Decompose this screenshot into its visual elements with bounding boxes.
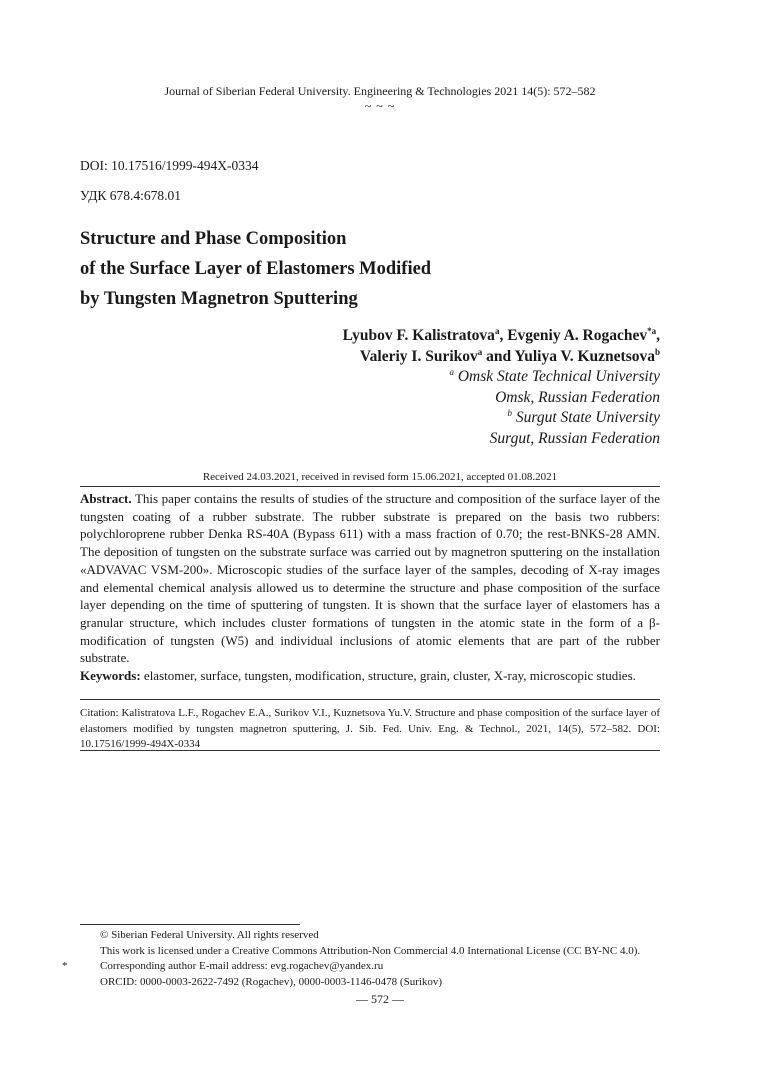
affiliation-a xyxy=(449,367,660,388)
affiliation-b xyxy=(449,408,660,429)
author-sep: , xyxy=(499,327,508,344)
affiliation-mark: b xyxy=(507,407,513,418)
footnote-orcid: ORCID: 0000-0003-2622-7492 (Rogachev), 0000-0003-1146-0478 (Surikov) xyxy=(100,975,443,988)
keywords-text: elastomer, surface, tungsten, modification, structure, grain, cluster, X-ray, microscopic studies. xyxy=(143,668,636,683)
author-sup: a xyxy=(477,346,483,357)
title-line-2: of the Surface Layer of Elastomers Modified xyxy=(80,259,432,279)
abstract-label: Abstract. xyxy=(80,491,132,506)
footnote-copyright: © Siberian Federal University. All rights reserved xyxy=(100,929,319,941)
affiliation-mark: a xyxy=(449,366,454,377)
title-line-3: by Tungsten Magnetron Sputtering xyxy=(80,289,358,309)
author-sup: a xyxy=(494,325,500,336)
abstract-top-rule xyxy=(80,486,660,487)
author-sup: b xyxy=(654,346,660,357)
page-number: — 572 — xyxy=(356,992,404,1006)
affiliation-name: Omsk State Technical University xyxy=(457,368,660,385)
author-name: Yuliya V. Kuznetsova xyxy=(514,348,655,365)
header-separator: ~ ~ ~ xyxy=(364,99,396,113)
email-text: Corresponding author E-mail address: evg.rogachev@yandex.ru xyxy=(100,960,384,972)
affiliation-b-city: Surgut, Russian Federation xyxy=(489,429,660,447)
author-line-2 xyxy=(343,346,660,367)
citation-bottom-rule xyxy=(80,750,660,751)
abstract-text: This paper contains the results of studies of the structure and composition of the surface layer of the tungsten coating of a rubber substrate. The rubber substrate is prepared on the basis two rubbers: polychloroprene rubber Denka RS-40A (Bypass 611) with a mass fraction of 0.70; the rest-BNKS-28 AMN. The deposition of tungsten on the substrate surface was carried out by magnetron sputtering on the installation «ADVAVAC VSM-200». Microscopic studies of the surface layer of the samples, decoding of X-ray images and elemental chemical analysis allowed us to determine the structure and phase composition of the surface layer depending on the time of sputtering of tungsten. It is shown that the surface layer of elastomers has a granular structure, which includes cluster formations of tungsten in the atomic state in the form of a β-modification of tungsten (W5) and individual inclusions of atomic elements that are part of the rubber substrate. xyxy=(80,491,660,666)
footnote-email xyxy=(62,959,680,975)
footnotes xyxy=(62,928,680,990)
author-and: and xyxy=(482,348,515,365)
title-line-1: Structure and Phase Composition xyxy=(80,229,347,249)
udk: УДК 678.4:678.01 xyxy=(80,188,182,203)
footnote-rule xyxy=(80,924,300,925)
affiliation-a-city: Omsk, Russian Federation xyxy=(495,388,660,406)
affiliation-name: Surgut State University xyxy=(515,409,660,426)
footnote-license: This work is licensed under a Creative Commons Attribution-Non Commercial 4.0 International License (CC BY-NC 4.0). xyxy=(100,944,641,957)
author-line-1 xyxy=(343,325,660,346)
received-dates: Received 24.03.2021, received in revised form 15.06.2021, accepted 01.08.2021 xyxy=(202,471,558,483)
author-list xyxy=(343,325,660,367)
journal-header: Journal of Siberian Federal University. Engineering & Technologies 2021 14(5): 572–582 xyxy=(164,84,596,98)
author-sep: , xyxy=(656,327,660,344)
author-name: Lyubov F. Kalistratova xyxy=(342,327,495,344)
footnote-star: * xyxy=(62,960,68,972)
abstract xyxy=(80,490,660,667)
author-name: Valeriy I. Surikov xyxy=(359,348,478,365)
citation: Citation: Kalistratova L.F., Rogachev E.A., Surikov V.I., Kuznetsova Yu.V. Structure and phase composition of the surface layer of elastomers modified by tungsten magnetron sputtering, J. Sib. Fed. Univ. Eng. & Technol., 2021, 14(5), 572–582. DOI: 10.17516/1999-494X-0334 xyxy=(80,707,660,750)
doi: DOI: 10.17516/1999-494X-0334 xyxy=(80,158,259,173)
affiliations xyxy=(449,367,660,449)
keywords-label: Keywords: xyxy=(80,668,141,683)
keywords xyxy=(80,667,660,685)
author-sup: *a xyxy=(647,325,657,336)
citation-top-rule xyxy=(80,699,660,700)
article-title xyxy=(80,224,431,314)
author-name: Evgeniy A. Rogachev xyxy=(507,327,648,344)
